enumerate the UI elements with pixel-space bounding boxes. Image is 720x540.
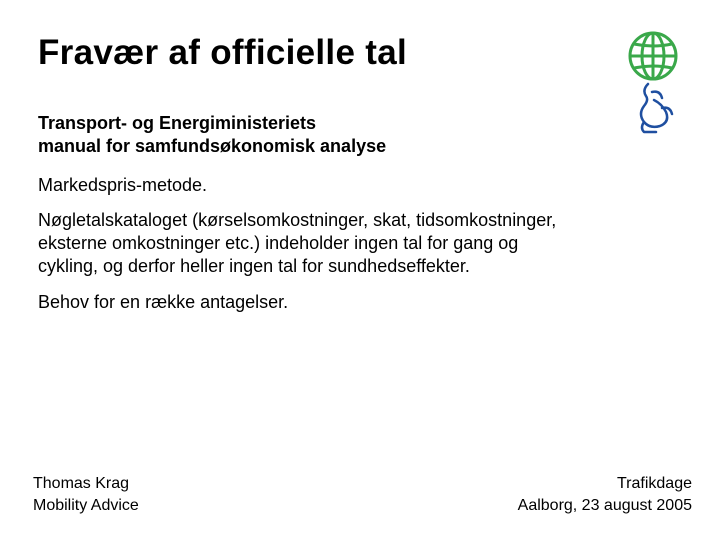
paragraph-key-figures <box>38 209 638 278</box>
subtitle <box>38 112 598 158</box>
paragraph-assumptions <box>38 291 638 314</box>
author-name: Thomas Krag <box>33 475 130 492</box>
subtitle-line-2: manual for samfundsøkonomisk analyse <box>38 136 387 156</box>
paragraph-line: Nøgletalskataloget (kørselsomkostninger, skat, tidsomkostninger, <box>38 210 557 230</box>
footer-author <box>33 473 139 517</box>
event-name: Trafikdage <box>617 475 692 492</box>
paragraph-line: Behov for en række antagelser. <box>38 292 289 312</box>
paragraph-method <box>38 174 638 197</box>
globe-figure-logo-icon <box>622 28 684 140</box>
event-place-date: Aalborg, 23 august 2005 <box>517 497 692 514</box>
author-organisation: Mobility Advice <box>33 497 139 514</box>
subtitle-line-1: Transport- og Energiministeriets <box>38 113 317 133</box>
paragraph-line: eksterne omkostninger etc.) indeholder ingen tal for gang og <box>38 233 519 253</box>
paragraph-line: Markedspris-metode. <box>38 175 208 195</box>
slide-title: Fravær af officielle tal <box>38 33 407 72</box>
paragraph-line: cykling, og derfor heller ingen tal for sundhedseffekter. <box>38 256 470 276</box>
footer-event <box>518 473 692 517</box>
